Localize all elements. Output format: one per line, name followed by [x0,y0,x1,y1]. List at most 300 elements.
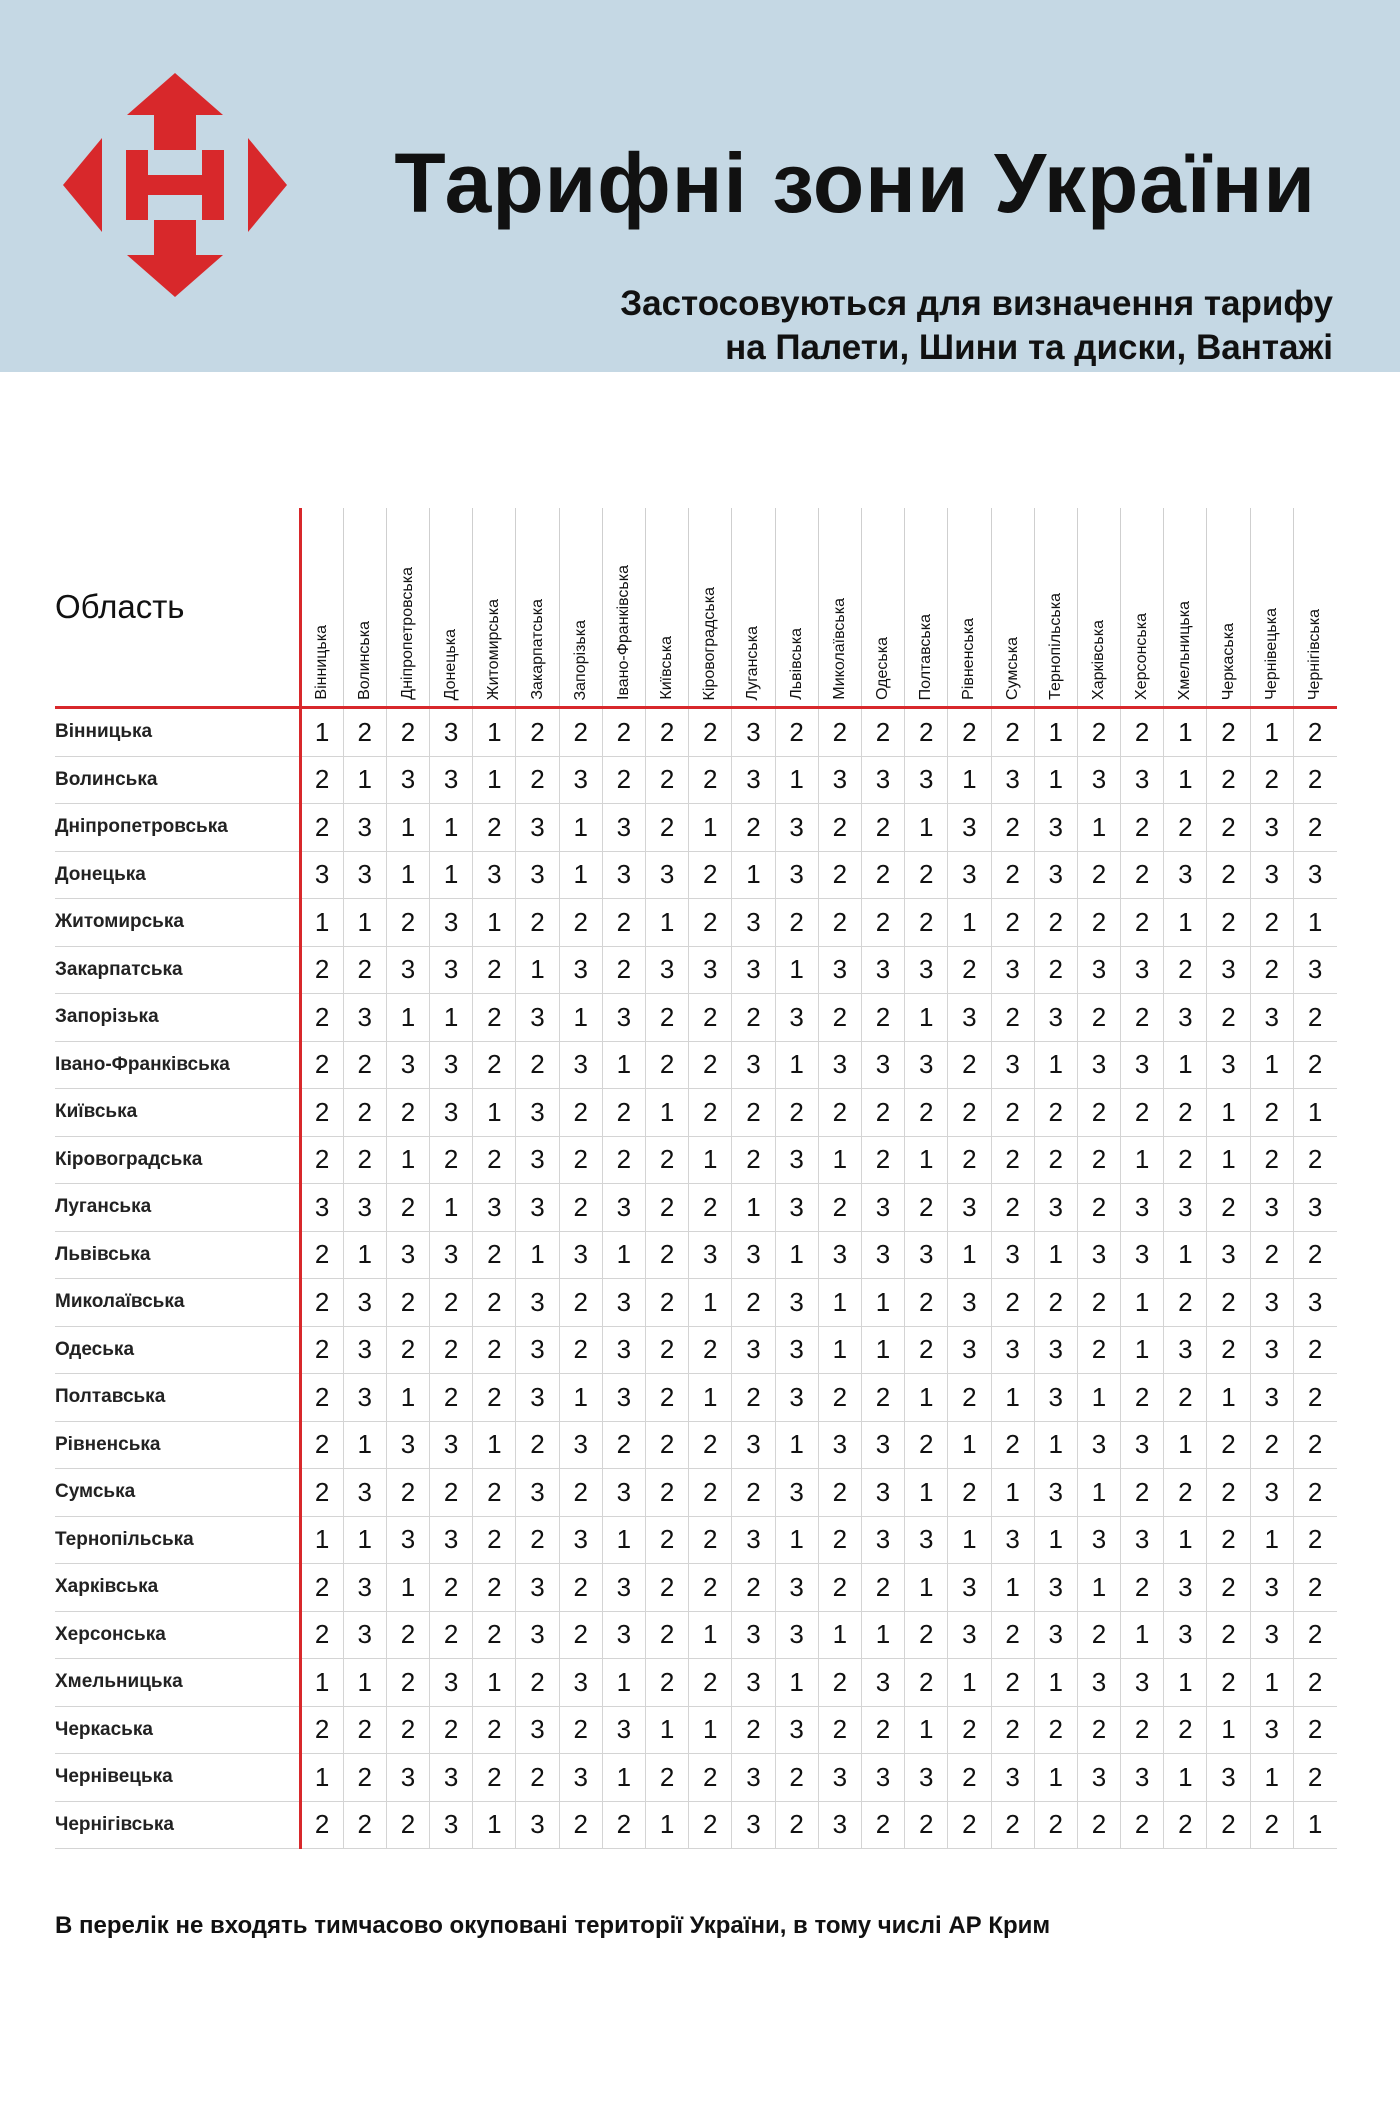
zone-cell: 2 [818,708,861,757]
zone-cell: 2 [818,1374,861,1422]
zone-cell: 2 [1121,899,1164,947]
zone-cell: 3 [516,1089,559,1137]
zone-cell: 3 [732,756,775,804]
zone-cell: 2 [689,1469,732,1517]
zone-cell: 2 [1034,899,1077,947]
zone-cell: 2 [861,1089,904,1137]
zone-cell: 1 [430,851,473,899]
zone-cell: 2 [861,708,904,757]
zone-cell: 1 [1250,708,1293,757]
zone-cell: 2 [473,1469,516,1517]
column-header-label: Хмельницька [1176,600,1194,700]
table-row [55,708,1337,757]
zone-cell: 2 [775,708,818,757]
zone-cell: 1 [948,1516,991,1564]
row-region-name: Закарпатська [55,946,300,994]
zone-cell: 1 [818,1326,861,1374]
zone-cell: 2 [775,1089,818,1137]
zone-cell: 1 [559,994,602,1042]
zone-cell: 2 [775,1754,818,1802]
zone-cell: 1 [775,1421,818,1469]
zone-cell: 1 [343,1659,386,1707]
zone-cell: 2 [1077,1706,1120,1754]
zone-cell: 3 [948,1611,991,1659]
zone-cell: 2 [646,756,689,804]
zone-cell: 2 [646,1659,689,1707]
zone-cell: 3 [948,851,991,899]
zone-cell: 2 [300,1279,343,1327]
zone-cell: 3 [516,1469,559,1517]
zone-cell: 2 [991,1184,1034,1232]
zone-cell: 3 [1034,1564,1077,1612]
zone-cell: 3 [991,1326,1034,1374]
zone-cell: 2 [1077,1184,1120,1232]
zone-cell: 3 [1250,1706,1293,1754]
zone-cell: 3 [1077,1041,1120,1089]
zone-cell: 2 [1034,1279,1077,1327]
zone-cell: 2 [1207,899,1250,947]
zone-cell: 1 [689,1279,732,1327]
zone-cell: 2 [300,1374,343,1422]
zone-cell: 2 [516,708,559,757]
zone-cell: 2 [1293,804,1336,852]
zone-cell: 2 [386,1279,429,1327]
zone-cell: 3 [602,851,645,899]
zone-cell: 2 [689,1564,732,1612]
column-header-label: Житомирська [485,598,503,700]
zone-cell: 2 [559,1326,602,1374]
footnote: В перелік не входять тимчасово окуповані території України, в тому числі АР Крим [55,1912,1051,1939]
zone-cell: 2 [861,899,904,947]
zone-cell: 1 [905,1706,948,1754]
zone-cell: 3 [861,1754,904,1802]
zone-cell: 2 [991,851,1034,899]
zone-cell: 3 [430,756,473,804]
column-header [1250,508,1293,708]
zone-cell: 3 [300,1184,343,1232]
zone-cell: 2 [818,1469,861,1517]
zone-cell: 2 [1250,1136,1293,1184]
zone-cell: 3 [905,946,948,994]
zone-cell: 2 [343,1136,386,1184]
zone-cell: 2 [1293,1231,1336,1279]
zone-cell: 2 [646,1611,689,1659]
column-header [300,508,343,708]
zone-cell: 2 [300,946,343,994]
zone-cell: 2 [991,708,1034,757]
zone-cell: 2 [991,1089,1034,1137]
zone-cell: 2 [559,1184,602,1232]
zone-cell: 3 [991,1041,1034,1089]
row-region-name: Івано-Франківська [55,1041,300,1089]
zone-cell: 2 [689,1041,732,1089]
row-region-name: Дніпропетровська [55,804,300,852]
zone-cell: 1 [861,1326,904,1374]
row-region-name: Луганська [55,1184,300,1232]
zone-cell: 1 [1121,1136,1164,1184]
zone-cell: 2 [343,708,386,757]
zone-cell: 3 [1250,851,1293,899]
zone-cell: 2 [646,1041,689,1089]
row-region-name: Донецька [55,851,300,899]
zone-cell: 3 [732,1659,775,1707]
zone-cell: 3 [732,1231,775,1279]
zone-cell: 2 [386,1706,429,1754]
zone-cell: 2 [646,1516,689,1564]
zone-cell: 2 [1164,1279,1207,1327]
zone-cell: 3 [343,994,386,1042]
zone-cell: 1 [1077,1374,1120,1422]
zone-cell: 3 [732,1611,775,1659]
zone-cell: 2 [689,1326,732,1374]
table-row [55,1421,1337,1469]
zone-cell: 2 [430,1706,473,1754]
zone-cell: 1 [905,1469,948,1517]
zone-cell: 3 [732,1754,775,1802]
zone-cell: 3 [948,1564,991,1612]
zone-cell: 2 [386,1801,429,1849]
zone-cell: 3 [818,1801,861,1849]
zone-cell: 3 [646,851,689,899]
zone-cell: 3 [516,1706,559,1754]
zone-cell: 2 [1077,1279,1120,1327]
zone-cell: 3 [905,1754,948,1802]
zone-cell: 2 [516,1421,559,1469]
zone-cell: 3 [905,1516,948,1564]
column-header [818,508,861,708]
subtitle-line-2: на Палети, Шини та диски, Вантажі [725,328,1333,367]
zone-cell: 3 [1293,1184,1336,1232]
zone-cell: 1 [386,1564,429,1612]
zone-cell: 2 [1250,1231,1293,1279]
zone-cell: 3 [1293,946,1336,994]
zone-cell: 1 [818,1279,861,1327]
table-row [55,1184,1337,1232]
column-header [1207,508,1250,708]
zone-cell: 3 [1121,1659,1164,1707]
zone-cell: 2 [559,1136,602,1184]
zone-cell: 1 [991,1564,1034,1612]
zone-cell: 1 [1164,1754,1207,1802]
table-row [55,1706,1337,1754]
zone-cell: 3 [775,804,818,852]
zone-cell: 3 [516,1564,559,1612]
zone-cell: 2 [300,1611,343,1659]
zone-cell: 2 [430,1374,473,1422]
zone-cell: 3 [1164,851,1207,899]
zone-cell: 2 [948,1041,991,1089]
zone-cell: 2 [473,994,516,1042]
zone-cell: 3 [1207,1231,1250,1279]
zone-cell: 2 [602,1421,645,1469]
zone-cell: 1 [300,899,343,947]
zone-cell: 3 [991,1754,1034,1802]
zone-cell: 3 [602,1184,645,1232]
column-header [905,508,948,708]
zone-cell: 1 [948,1659,991,1707]
zone-cell: 1 [516,1231,559,1279]
column-header [602,508,645,708]
zone-cell: 1 [386,994,429,1042]
zone-cell: 1 [1034,1754,1077,1802]
zone-cell: 2 [386,1326,429,1374]
zone-cell: 2 [473,1754,516,1802]
zone-cell: 1 [343,1231,386,1279]
zone-cell: 3 [516,851,559,899]
zone-cell: 3 [473,851,516,899]
zone-cell: 3 [775,1279,818,1327]
zone-cell: 3 [559,1041,602,1089]
zone-cell: 3 [343,1326,386,1374]
table-row [55,1659,1337,1707]
zone-cell: 3 [602,994,645,1042]
zone-cell: 1 [1207,1136,1250,1184]
zone-cell: 3 [775,1611,818,1659]
table-header-row [55,508,1337,708]
zone-cell: 3 [818,1041,861,1089]
zone-cell: 2 [1207,1801,1250,1849]
zone-cell: 1 [1207,1706,1250,1754]
zone-cell: 3 [516,1374,559,1422]
zone-cell: 3 [559,1231,602,1279]
zone-cell: 3 [1121,1231,1164,1279]
row-region-name: Черкаська [55,1706,300,1754]
column-header-label: Волинська [355,621,373,700]
zone-cell: 1 [1034,1041,1077,1089]
zone-cell: 2 [646,1374,689,1422]
zone-cell: 2 [300,804,343,852]
zone-cell: 1 [732,851,775,899]
zone-cell: 2 [1121,1089,1164,1137]
zone-cell: 2 [1164,1469,1207,1517]
zone-cell: 2 [732,994,775,1042]
zone-cell: 3 [430,1231,473,1279]
column-header [1121,508,1164,708]
zone-cell: 2 [818,1089,861,1137]
zone-cell: 1 [1250,1754,1293,1802]
zone-cell: 3 [775,1374,818,1422]
table-row [55,1611,1337,1659]
zone-cell: 2 [559,1469,602,1517]
zone-cell: 1 [430,1184,473,1232]
column-header-label: Запорізька [571,619,589,700]
row-region-name: Волинська [55,756,300,804]
zone-cell: 2 [300,1136,343,1184]
zone-cell: 2 [689,1754,732,1802]
zone-cell: 3 [343,1564,386,1612]
zone-cell: 1 [559,804,602,852]
column-header-label: Сумська [1003,637,1021,700]
zone-cell: 1 [948,756,991,804]
zone-cell: 2 [1293,756,1336,804]
zone-cell: 1 [386,804,429,852]
zone-cell: 2 [689,708,732,757]
zone-cell: 3 [1250,1374,1293,1422]
zone-cell: 3 [732,1041,775,1089]
zone-cell: 2 [516,1041,559,1089]
zone-cell: 1 [1164,1659,1207,1707]
zone-cell: 1 [1034,1516,1077,1564]
zone-cell: 1 [818,1136,861,1184]
zone-cell: 2 [430,1611,473,1659]
zone-cell: 3 [1034,1326,1077,1374]
zone-cell: 2 [1207,804,1250,852]
zone-cell: 1 [1077,1564,1120,1612]
zone-cell: 2 [1207,1659,1250,1707]
zone-cell: 2 [602,756,645,804]
zone-cell: 3 [905,1231,948,1279]
zone-cell: 1 [1207,1374,1250,1422]
zone-cell: 3 [386,1231,429,1279]
table-row [55,1374,1337,1422]
column-header-label: Одеська [874,637,892,700]
zone-cell: 1 [1034,1659,1077,1707]
zone-cell: 3 [602,1706,645,1754]
zone-cell: 2 [386,708,429,757]
zone-cell: 2 [473,1279,516,1327]
row-region-name: Чернівецька [55,1754,300,1802]
column-header-label: Херсонська [1133,613,1151,700]
zone-cell: 2 [473,1231,516,1279]
zone-cell: 2 [1121,851,1164,899]
zone-cell: 3 [559,946,602,994]
zone-cell: 2 [732,1089,775,1137]
zone-cell: 1 [473,708,516,757]
nova-poshta-logo-icon [60,70,290,300]
row-region-name: Херсонська [55,1611,300,1659]
zone-cell: 3 [861,946,904,994]
column-header-label: Миколаївська [830,598,848,700]
zone-cell: 2 [689,1516,732,1564]
zone-cell: 2 [646,1326,689,1374]
zone-cell: 3 [559,1659,602,1707]
zone-cell: 2 [646,1136,689,1184]
zone-cell: 3 [602,1564,645,1612]
zone-cell: 2 [646,1469,689,1517]
header-banner [0,0,1400,372]
column-header-label: Івано-Франківська [614,565,632,700]
zone-cell: 2 [559,1089,602,1137]
zone-cell: 2 [991,1706,1034,1754]
zone-cell: 2 [300,756,343,804]
zone-cell: 3 [775,1564,818,1612]
zone-cell: 1 [343,899,386,947]
zone-cell: 3 [1250,1469,1293,1517]
zone-cell: 3 [775,1469,818,1517]
zone-cell: 1 [430,994,473,1042]
zone-cell: 2 [905,1279,948,1327]
zone-cell: 2 [1207,1421,1250,1469]
zone-cell: 2 [473,1326,516,1374]
table-row [55,1801,1337,1849]
zone-cell: 1 [473,1421,516,1469]
zone-cell: 2 [732,1706,775,1754]
zone-cell: 1 [1077,1469,1120,1517]
zone-cell: 2 [689,1184,732,1232]
zone-cell: 2 [473,1516,516,1564]
zone-cell: 2 [861,1374,904,1422]
zone-cell: 3 [1207,1041,1250,1089]
zone-cell: 2 [1034,1801,1077,1849]
zone-cell: 2 [1121,804,1164,852]
zone-cell: 3 [430,1089,473,1137]
table-row [55,994,1337,1042]
zone-cell: 2 [1121,708,1164,757]
zone-cell: 2 [343,1041,386,1089]
zone-cell: 3 [775,1326,818,1374]
zone-cell: 3 [775,851,818,899]
zone-cell: 2 [473,1374,516,1422]
zone-cell: 2 [559,1706,602,1754]
zone-cell: 1 [1250,1516,1293,1564]
zone-cell: 1 [516,946,559,994]
zone-cell: 3 [1250,1279,1293,1327]
zone-cell: 1 [386,851,429,899]
zone-cell: 2 [343,1754,386,1802]
zone-cell: 2 [386,1469,429,1517]
column-header [861,508,904,708]
zone-cell: 2 [1207,1279,1250,1327]
zone-cell: 3 [732,1326,775,1374]
zone-cell: 2 [1164,1801,1207,1849]
zone-cell: 2 [646,708,689,757]
column-header [689,508,732,708]
zone-cell: 2 [1293,1516,1336,1564]
zone-cell: 3 [516,1279,559,1327]
zone-cell: 2 [1121,1564,1164,1612]
zone-cell: 3 [1034,994,1077,1042]
zone-cell: 2 [1077,851,1120,899]
zone-cell: 1 [1121,1279,1164,1327]
zone-cell: 3 [602,1611,645,1659]
zone-cell: 1 [775,1516,818,1564]
zone-cell: 2 [1293,1326,1336,1374]
zone-cell: 2 [905,1421,948,1469]
zone-cell: 3 [430,1516,473,1564]
zone-cell: 3 [430,1041,473,1089]
zone-cell: 2 [732,1564,775,1612]
zone-cell: 2 [430,1136,473,1184]
zone-cell: 3 [516,1326,559,1374]
zone-cell: 3 [948,1184,991,1232]
zone-cell: 3 [602,804,645,852]
zone-cell: 2 [689,994,732,1042]
zone-cell: 3 [861,1469,904,1517]
zone-cell: 3 [1250,1326,1293,1374]
column-header [516,508,559,708]
zone-cell: 3 [516,994,559,1042]
zone-cell: 2 [991,1659,1034,1707]
zone-cell: 3 [343,1374,386,1422]
zone-cell: 2 [732,1374,775,1422]
zone-cell: 3 [1121,756,1164,804]
column-header [948,508,991,708]
column-header-label: Харківська [1089,620,1107,700]
zone-cell: 3 [386,756,429,804]
zone-cell: 2 [602,1089,645,1137]
zone-cell: 2 [646,1184,689,1232]
zone-cell: 2 [559,1611,602,1659]
column-header-label: Донецька [442,628,460,700]
zone-cell: 2 [818,1659,861,1707]
zone-cell: 2 [1034,1706,1077,1754]
zone-cell: 2 [559,899,602,947]
zone-cell: 3 [732,899,775,947]
region-column-header: Область [55,508,300,708]
zone-cell: 2 [646,804,689,852]
zone-cell: 1 [1250,1041,1293,1089]
zone-cell: 2 [689,851,732,899]
